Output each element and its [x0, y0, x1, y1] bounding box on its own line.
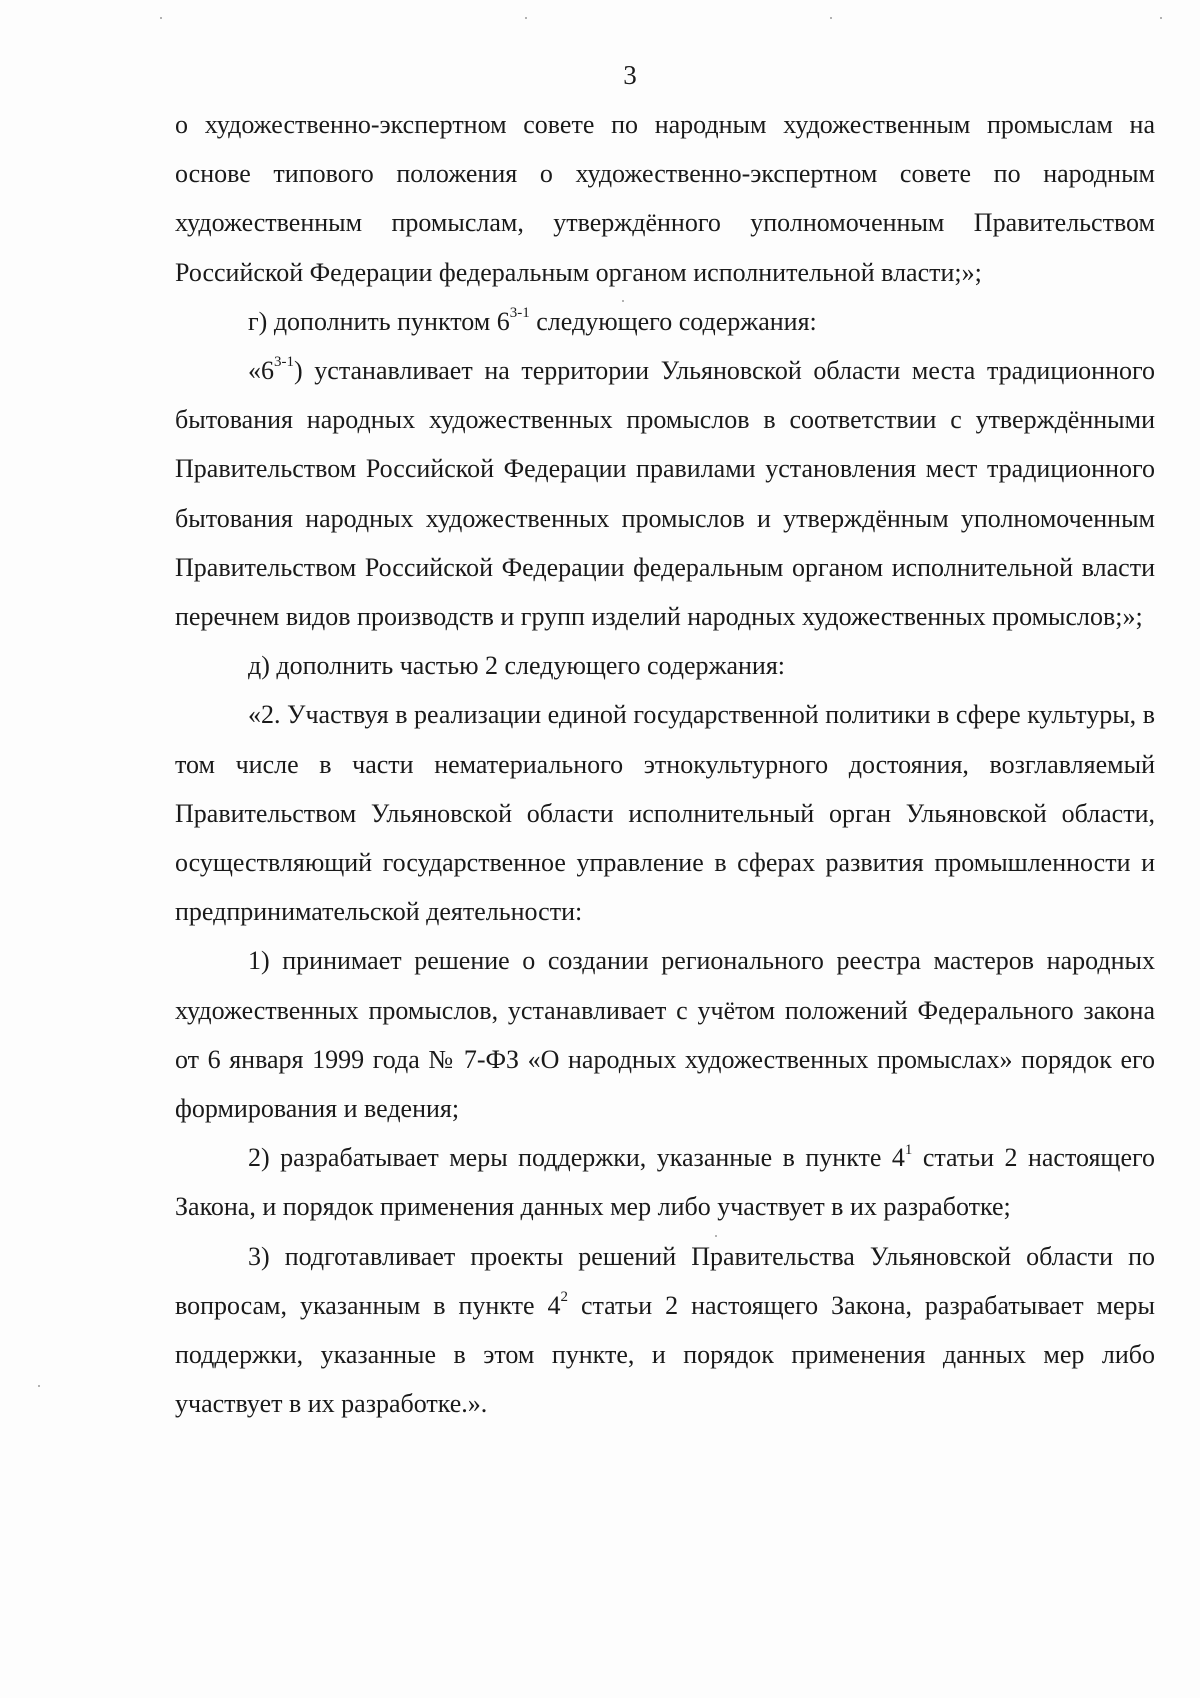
paragraph-3-text-cont: ) устанавливает на территории Ульяновской области места традиционного бытования народных художественных промыслов в соответствии с утверждёнными Правительством Российской Федерации правилами установления мест традиционного бытования народных художественных промыслов и утверждённым уполномоченным Правительством Российской Федерации федеральным органом исполнительной власти перечнем видов производств и групп изделий народных художественных промыслов;»;: [175, 356, 1155, 632]
paragraph-8-text: 3) подготавливает проекты решений Правительства Ульяновской области по вопросам, указанным в пункте 4: [175, 1241, 1155, 1320]
scan-speck: [38, 1385, 40, 1387]
paragraph-8-superscript: 2: [560, 1289, 568, 1306]
paragraph-2-superscript: 3-1: [509, 305, 530, 322]
paragraph-7: [175, 1133, 1155, 1231]
paragraph-2-text: г) дополнить пунктом 6: [248, 306, 510, 336]
paragraph-2: [175, 297, 1155, 346]
scan-speck: [830, 17, 832, 19]
scan-speck: [1160, 17, 1162, 19]
scan-speck: [160, 17, 162, 19]
paragraph-7-superscript: 1: [904, 1141, 913, 1158]
paragraph-3: [175, 346, 1155, 641]
paragraph-7-text-cont: статьи 2 настоящего Закона, и порядок применения данных мер либо участвует в их разработке;: [175, 1143, 1155, 1222]
scan-speck: [525, 17, 527, 19]
paragraph-8-text-cont: статьи 2 настоящего Закона, разрабатывает меры поддержки, указанные в этом пункте, и порядок применения данных мер либо участвует в их разработке.».: [175, 1290, 1155, 1419]
page-number: 3: [623, 60, 637, 90]
document-body: [175, 100, 1155, 1428]
paragraph-7-text: 2) разрабатывает меры поддержки, указанные в пункте 4: [248, 1143, 905, 1173]
paragraph-2-text-cont: следующего содержания:: [529, 306, 817, 336]
paragraph-4: д) дополнить частью 2 следующего содержания:: [248, 651, 786, 681]
paragraph-3-superscript: 3-1: [274, 354, 294, 371]
paragraph-1: о художественно-экспертном совете по народным художественным промыслам на основе типового положения о художественно-экспертном совете по народным художественным промыслам, утверждённого уполномоченным Правительством Российской Федерации федеральным органом исполнительной власти;»;: [175, 110, 1155, 287]
paragraph-3-text: «6: [248, 356, 274, 386]
paragraph-8: [175, 1232, 1155, 1429]
paragraph-5: «2. Участвуя в реализации единой государственной политики в сфере культуры, в том числе в части нематериального этнокультурного достояния, возглавляемый Правительством Ульяновской области исполнительный орган Ульяновской области, осуществляющий государственное управление в сферах развития промышленности и предпринимательской деятельности:: [175, 700, 1155, 927]
paragraph-6: 1) принимает решение о создании регионального реестра мастеров народных художественных промыслов, устанавливает с учётом положений Федерального закона от 6 января 1999 года № 7-ФЗ «О народных художественных промыслах» порядок его формирования и ведения;: [175, 946, 1155, 1124]
